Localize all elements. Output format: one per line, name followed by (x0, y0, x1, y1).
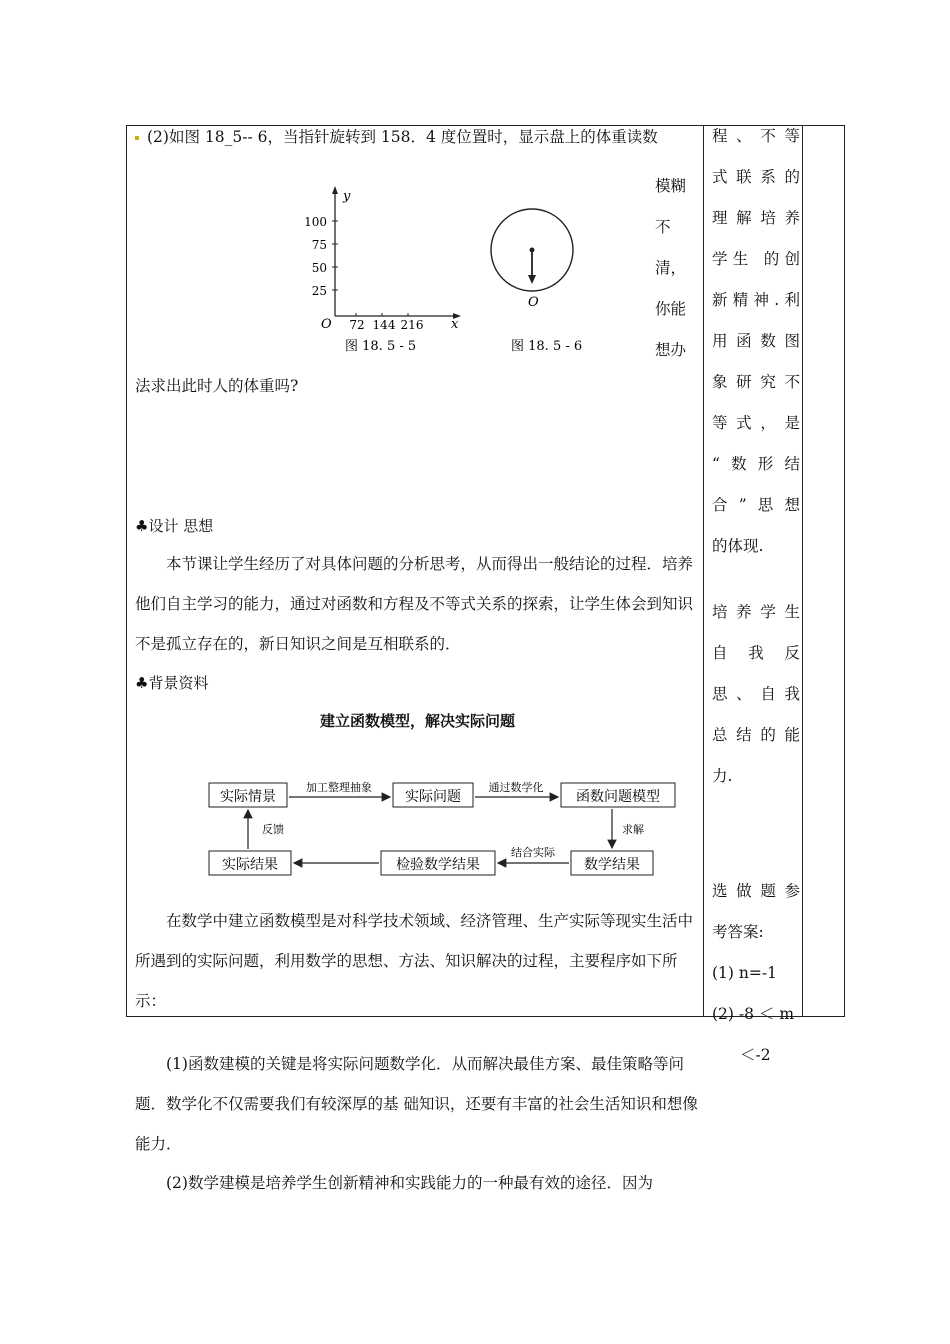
flow-arrow-label: 求解 (622, 823, 644, 836)
flow-arrow-label: 加工整理抽象 (306, 781, 372, 794)
note-line: 培养学生 (712, 603, 800, 621)
y-tick-label: 75 (311, 238, 327, 252)
flow-arrow-label: 通过数学化 (488, 781, 544, 794)
notes-block-2 (712, 592, 800, 797)
flow-arrow-label: 结合实际 (511, 846, 555, 859)
design-heading: ♣设计 思想 (135, 517, 214, 535)
y-tick-label: 50 (311, 261, 327, 275)
lesson-table (126, 125, 845, 1192)
wrap-word: 你能 (655, 300, 687, 318)
note-line: 合”思想 (712, 496, 800, 514)
note-line: 的体现. (712, 537, 764, 555)
notes-block-1 (712, 116, 800, 567)
note-line: 等式，是 (712, 414, 800, 432)
note-line: 自 我 反 (712, 644, 800, 662)
origin-label: O (321, 317, 332, 332)
question-line (135, 126, 700, 166)
wrap-word: 想办 (655, 341, 687, 359)
x-tick-label: 144 (372, 318, 396, 332)
bullet-icon (135, 136, 139, 140)
flow-box-label: 实际情景 (220, 789, 276, 805)
note-line: (2) -8 ＜ m (712, 1005, 795, 1023)
flow-box-label: 数学结果 (584, 857, 640, 873)
y-axis-label: y (343, 189, 351, 204)
x-tick-label: 72 (349, 318, 365, 332)
note-line: 新精神.利 (712, 291, 800, 309)
wrap-word: 模糊 (655, 177, 687, 195)
background-title: 建立函数模型，解决实际问题 (319, 712, 515, 730)
x-axis-label: x (451, 317, 459, 332)
flow-box-label: 检验数学结果 (396, 857, 480, 873)
flow-diagram (205, 766, 685, 886)
point-one-paragraph: (1)函数建模的关键是将实际问题数学化．从而解决最佳方案、最佳策略等问题．数学化不仅需要我们有较深厚的基 础知识，还要有丰富的社会生活知识和想像能力． (135, 1055, 698, 1153)
wrap-word: 不 (655, 218, 671, 236)
background-heading: ♣背景资料 (135, 674, 209, 692)
note-line: “数形结 (712, 455, 800, 473)
note-line: 考答案: (712, 923, 764, 941)
note-line: 力. (712, 767, 733, 785)
dial-figure (491, 209, 582, 354)
x-tick-label: 216 (400, 318, 424, 332)
main-column (135, 126, 700, 1192)
graph-figure (304, 186, 461, 354)
figure-caption: 图 18. 5 - 5 (345, 339, 417, 354)
note-line: 总结的能 (712, 726, 800, 744)
note-line: 选做题参 (712, 882, 800, 900)
design-paragraph: 本节课让学生经历了对具体问题的分析思考，从而得出一般结论的过程．培养他们自主学习的能力，通过对函数和方程及不等式关系的探索，让学生体会到知识不是孤立存在的，新日知识之间是互相联系的． (135, 555, 694, 653)
note-line: 程、不等 (712, 127, 800, 145)
flow-box-label: 实际问题 (405, 789, 461, 805)
question-end-text: 法求出此时人的体重吗? (135, 377, 299, 395)
note-line: ＜-2 (740, 1046, 771, 1064)
y-arrow-icon (332, 186, 338, 194)
flow-box-label: 函数问题模型 (576, 789, 660, 805)
note-line: (1) n=-1 (712, 964, 777, 982)
flow-arrow-label: 反馈 (262, 823, 284, 836)
note-line: 式联系的 (712, 168, 800, 186)
note-line: 思、自我 (712, 685, 800, 703)
figures (295, 178, 735, 358)
flow-box-label: 实际结果 (222, 857, 278, 873)
column-divider (802, 126, 803, 1016)
note-line: 理解培养 (712, 209, 800, 227)
wrap-word: 清， (655, 259, 687, 277)
notes-column (712, 126, 800, 1064)
note-line: 用函数图 (712, 332, 800, 350)
note-line: 学生 的创 (712, 250, 800, 268)
question-text: (2)如图 18_5-- 6，当指针旋转到 158．4 度位置时，显示盘上的体重读数 (147, 128, 658, 146)
note-line: 象研究不 (712, 373, 800, 391)
figure-caption: 图 18. 5 - 6 (511, 339, 583, 354)
point-two-paragraph: (2)数学建模是培养学生创新精神和实践能力的一种最有效的途径．因为 (166, 1174, 653, 1192)
y-tick-label: 100 (304, 215, 327, 229)
intro-paragraph: 在数学中建立函数模型是对科学技术领域、经济管理、生产实际等现实生活中所遇到的实际问题，利用数学的思想、方法、知识解决的过程，主要程序如下所示： (135, 912, 694, 1010)
y-tick-label: 25 (311, 284, 327, 298)
dial-origin-label: O (528, 295, 539, 310)
notes-block-3 (712, 871, 800, 1076)
pointer-arrow-icon (528, 275, 536, 284)
